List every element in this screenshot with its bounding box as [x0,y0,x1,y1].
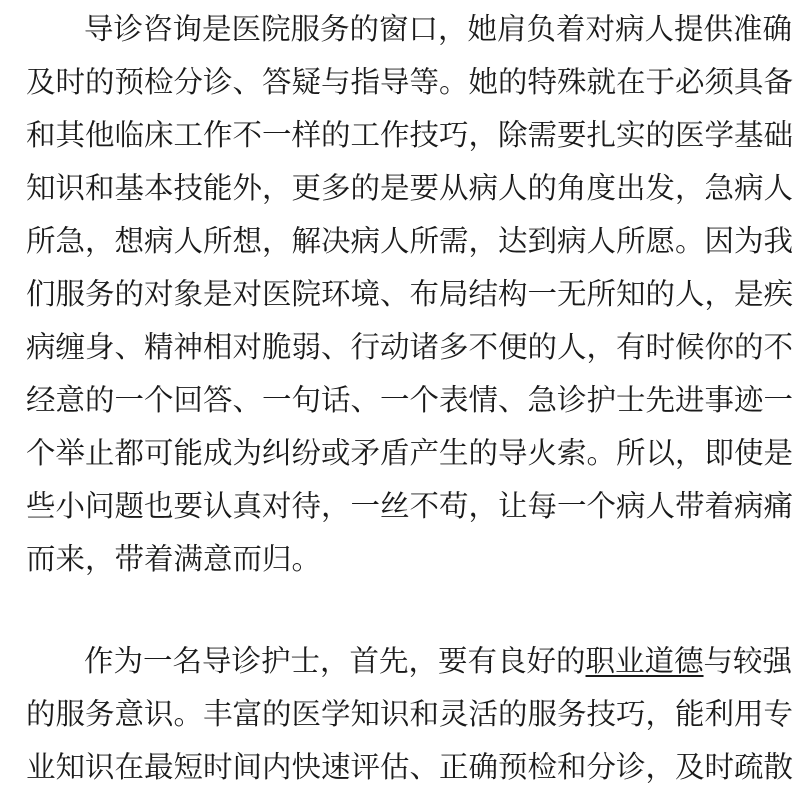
p1-line-3: 和其他临床工作不一样的工作技巧，除需要扎实的医学基础 [26,118,794,152]
p1-line-1: 导诊咨询是医院服务的窗口，她肩负着对病人提供准确 [84,12,793,46]
p1-line-4: 知识和基本技能外，更多的是要从病人的角度出发，急病人 [26,171,794,205]
p1-line-2: 及时的预检分诊、答疑与指导等。她的特殊就在于必须具备 [26,65,794,99]
p1-line-5: 所急，想病人所想，解决病人所需，达到病人所愿。因为我 [26,224,794,258]
p2-text-before-link: 作为一名导诊护士，首先，要有良好的 [84,644,586,678]
p2-line-3: 业知识在最短时间内快速评估、正确预检和分诊，及时疏散 [26,750,794,784]
p1-line-10: 些小问题也要认真对待，一丝不苟，让每一个病人带着病痛 [26,489,794,523]
p2-line-1 [84,638,793,684]
p1-line-7: 病缠身、精神相对脆弱、行动诸多不便的人，有时候你的不 [26,330,794,364]
p1-line-11: 而来，带着满意而归。 [26,542,322,576]
p2-line-2: 的服务意识。丰富的医学知识和灵活的服务技巧，能利用专 [26,697,794,731]
link-professional-ethics[interactable]: 职业道德 [585,644,704,678]
p1-line-9: 个举止都可能成为纠纷或矛盾产生的导火索。所以，即使是 [26,436,794,470]
p1-line-8: 经意的一个回答、一句话、一个表情、急诊护士先进事迹一 [26,383,794,417]
p1-line-6: 们服务的对象是对医院环境、布局结构一无所知的人，是疾 [26,277,794,311]
p2-text-after-link: 与较强 [703,644,793,678]
